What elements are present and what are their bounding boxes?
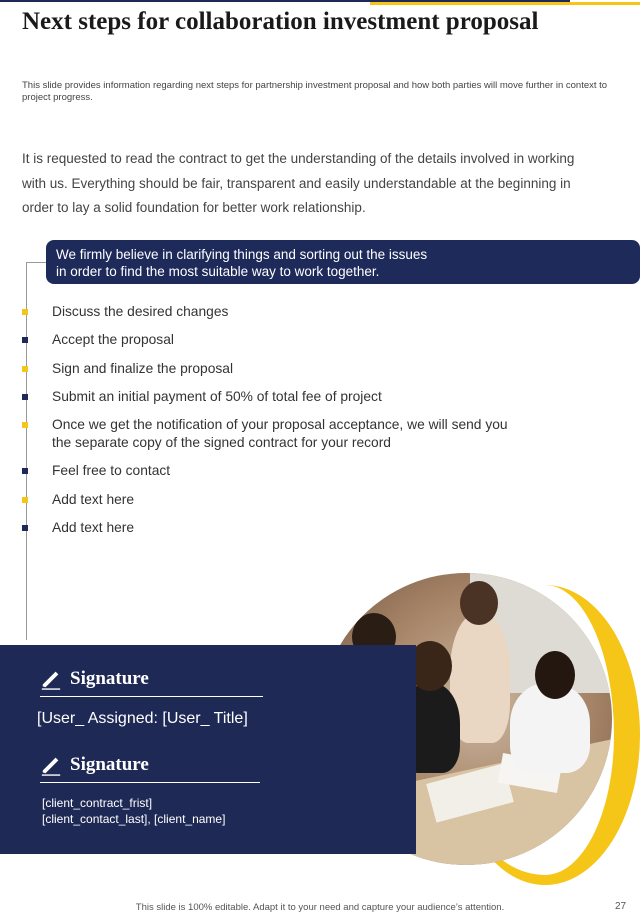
list-item-text: Discuss the desired changes [52,304,229,319]
signature-label: Signature [70,668,149,689]
bullet-square-icon [22,337,28,343]
footer-note: This slide is 100% editable. Adapt it to your need and capture your audience’s attention. [135,902,505,913]
page-subtitle: This slide provides information regarding next steps for partnership investment proposal and how both parties will move further in context to project progress. [22,80,608,103]
photo-person-head [460,581,498,625]
user-assigned-text: [User_ Assigned: [User_ Title] [37,710,248,727]
pen-icon [40,668,62,690]
list-item-text: Accept the proposal [52,332,174,348]
bullet-square-icon [22,468,28,474]
list-item [22,491,582,509]
list-item-text: Add text here [52,520,135,536]
list-item-text: Submit an initial payment of 50% of total fee of project [52,388,382,404]
list-item-text: Feel free to contact [52,463,171,479]
list-item [22,360,582,378]
page-title: Next steps for collaboration investment proposal [22,8,539,35]
list-item [22,416,582,452]
list-item [22,331,582,349]
list-item [22,303,582,321]
list-item [22,388,582,406]
client-line-1: [client_contract_frist] [42,796,153,810]
list-item [22,462,582,480]
bullet-square-icon [22,309,28,315]
signature-block-2 [40,754,260,783]
timeline-connector [26,262,46,263]
list-item-text: Sign and finalize the proposal [52,360,234,376]
highlight-box: We firmly believe in clarifying things and sorting out the issues in order to find the most suitable way to work together. [46,240,640,284]
intro-paragraph: It is requested to read the contract to get the understanding of the details involved in working with us. Everything should be fair, transparent and easily understandable at the beginning in order to lay a solid foundation for better work relationship. [22,151,575,215]
signature-block-1 [40,668,263,697]
bullet-square-icon [22,366,28,372]
photo-person-head [535,651,575,699]
client-line-2: [client_contact_last], [client_name] [42,812,226,826]
list-item [22,519,582,537]
bullet-square-icon [22,525,28,531]
page-number: 27 [615,901,627,912]
list-item-text: Once we get the notification of your proposal acceptance, we will send you the separate copy of the signed contract for your record [52,417,508,451]
bullet-square-icon [22,422,28,428]
pen-icon [40,754,62,776]
bullet-square-icon [22,394,28,400]
signature-line [40,696,263,697]
steps-list [22,303,582,547]
client-info [42,795,225,827]
top-accent-line-yellow [370,2,640,5]
signature-line [40,782,260,783]
signature-label: Signature [70,754,149,775]
list-item-text: Add text here [52,491,135,507]
bullet-square-icon [22,497,28,503]
